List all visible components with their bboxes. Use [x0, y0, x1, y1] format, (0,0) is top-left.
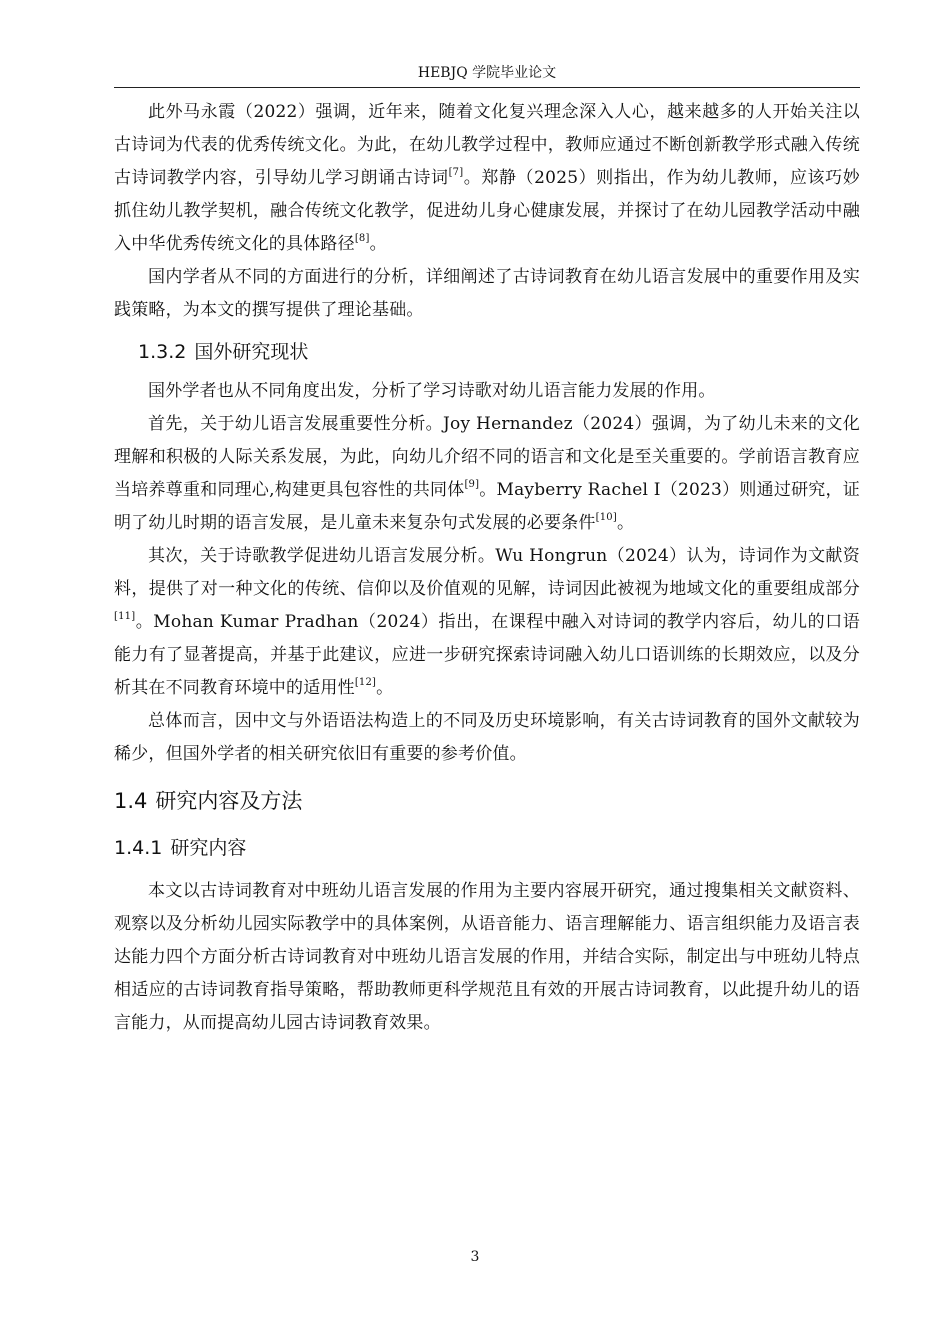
page-header	[114, 62, 860, 88]
paragraph-text: 其次，关于诗歌教学促进幼儿语言发展分析。Wu Hongrun（2024）认为，诗词作为文献资料，提供了对一种文化的传统、信仰以及价值观的见解，诗词因此被视为地域文化的重要组成部分	[114, 546, 860, 599]
paragraph-text: 。	[376, 678, 394, 698]
paragraph-text: 。	[369, 234, 387, 254]
paragraph-text: 。	[616, 513, 635, 533]
paragraph-text: 。郑静（2025）则指出，作为幼儿教师，应该巧妙抓住幼儿教学契机，融合传统文化教学，促进幼儿身心健康发展，并探讨了在幼儿园教学活动中融入中华优秀传统文化的具体路径	[114, 168, 860, 254]
section-heading-1-4-1	[114, 829, 860, 867]
section-heading-1-4	[114, 781, 860, 821]
paragraph-6: 总体而言，因中文与外语语法构造上的不同及历史环境影响，有关古诗词教育的国外文献较为稀少，但国外学者的相关研究依旧有重要的参考价值。	[114, 711, 860, 764]
heading-text: 研究内容	[170, 837, 247, 859]
paragraph-1	[114, 96, 860, 261]
heading-number: 1.4.1	[114, 837, 163, 859]
paragraph-2: 国内学者从不同的方面进行的分析，详细阐述了古诗词教育在幼儿语言发展中的重要作用及实践策略，为本文的撰写提供了理论基础。	[114, 267, 860, 320]
header-title: HEBJQ 学院毕业论文	[417, 65, 557, 81]
heading-number: 1.3.2	[138, 341, 187, 363]
paragraph-text: 此外马永霞（2022）强调，近年来，随着文化复兴理念深入人心，越来越多的人开始关注以古诗词为代表的优秀传统文化。为此，在幼儿教学过程中，教师应通过不断创新教学形式融入传统古诗词教学内容，引导幼儿学习朗诵古诗词	[114, 102, 860, 188]
paragraph-text: 。Mayberry Rachel I（2023）则通过研究，证明了幼儿时期的语言发展，是儿童未来复杂句式发展的必要条件	[114, 480, 860, 533]
paragraph-4	[114, 408, 860, 540]
citation-ref: [12]	[354, 677, 377, 688]
paragraph-text: 首先，关于幼儿语言发展重要性分析。Joy Hernandez（2024）强调，为了幼儿未来的文化理解和积极的人际关系发展，为此，向幼儿介绍不同的语言和文化是至关重要的。学前语言教育应当培养尊重和同理心,构建更具包容性的共同体	[114, 414, 860, 500]
heading-text: 研究内容及方法	[155, 789, 303, 813]
citation-ref: [8]	[354, 233, 370, 244]
citation-ref: [11]	[114, 611, 136, 622]
paragraph-text: 。Mohan Kumar Pradhan（2024）指出，在课程中融入对诗词的教学内容后，幼儿的口语能力有了显著提高，并基于此建议，应进一步研究探索诗词融入幼儿口语训练的长期效应，以及分析其在不同教育环境中的适用性	[114, 612, 860, 698]
heading-number: 1.4	[114, 789, 148, 813]
citation-ref: [10]	[595, 512, 617, 523]
citation-ref: [9]	[464, 479, 480, 490]
paragraph-7: 本文以古诗词教育对中班幼儿语言发展的作用为主要内容展开研究，通过搜集相关文献资料、观察以及分析幼儿园实际教学中的具体案例，从语音能力、语言理解能力、语言组织能力及语言表达能力四个方面分析古诗词教育对中班幼儿语言发展的作用，并结合实际，制定出与中班幼儿特点相适应的古诗词教育指导策略，帮助教师更科学规范且有效的开展古诗词教育，以此提升幼儿的语言能力，从而提高幼儿园古诗词教育效果。	[114, 881, 860, 1033]
section-heading-1-3-2	[114, 333, 860, 371]
citation-ref: [7]	[448, 167, 464, 178]
paragraph-3: 国外学者也从不同角度出发，分析了学习诗歌对幼儿语言能力发展的作用。	[148, 381, 716, 401]
page-number: 3	[470, 1249, 480, 1265]
heading-text: 国外研究现状	[194, 341, 309, 363]
page-body	[114, 96, 860, 1040]
paragraph-5	[114, 540, 860, 705]
